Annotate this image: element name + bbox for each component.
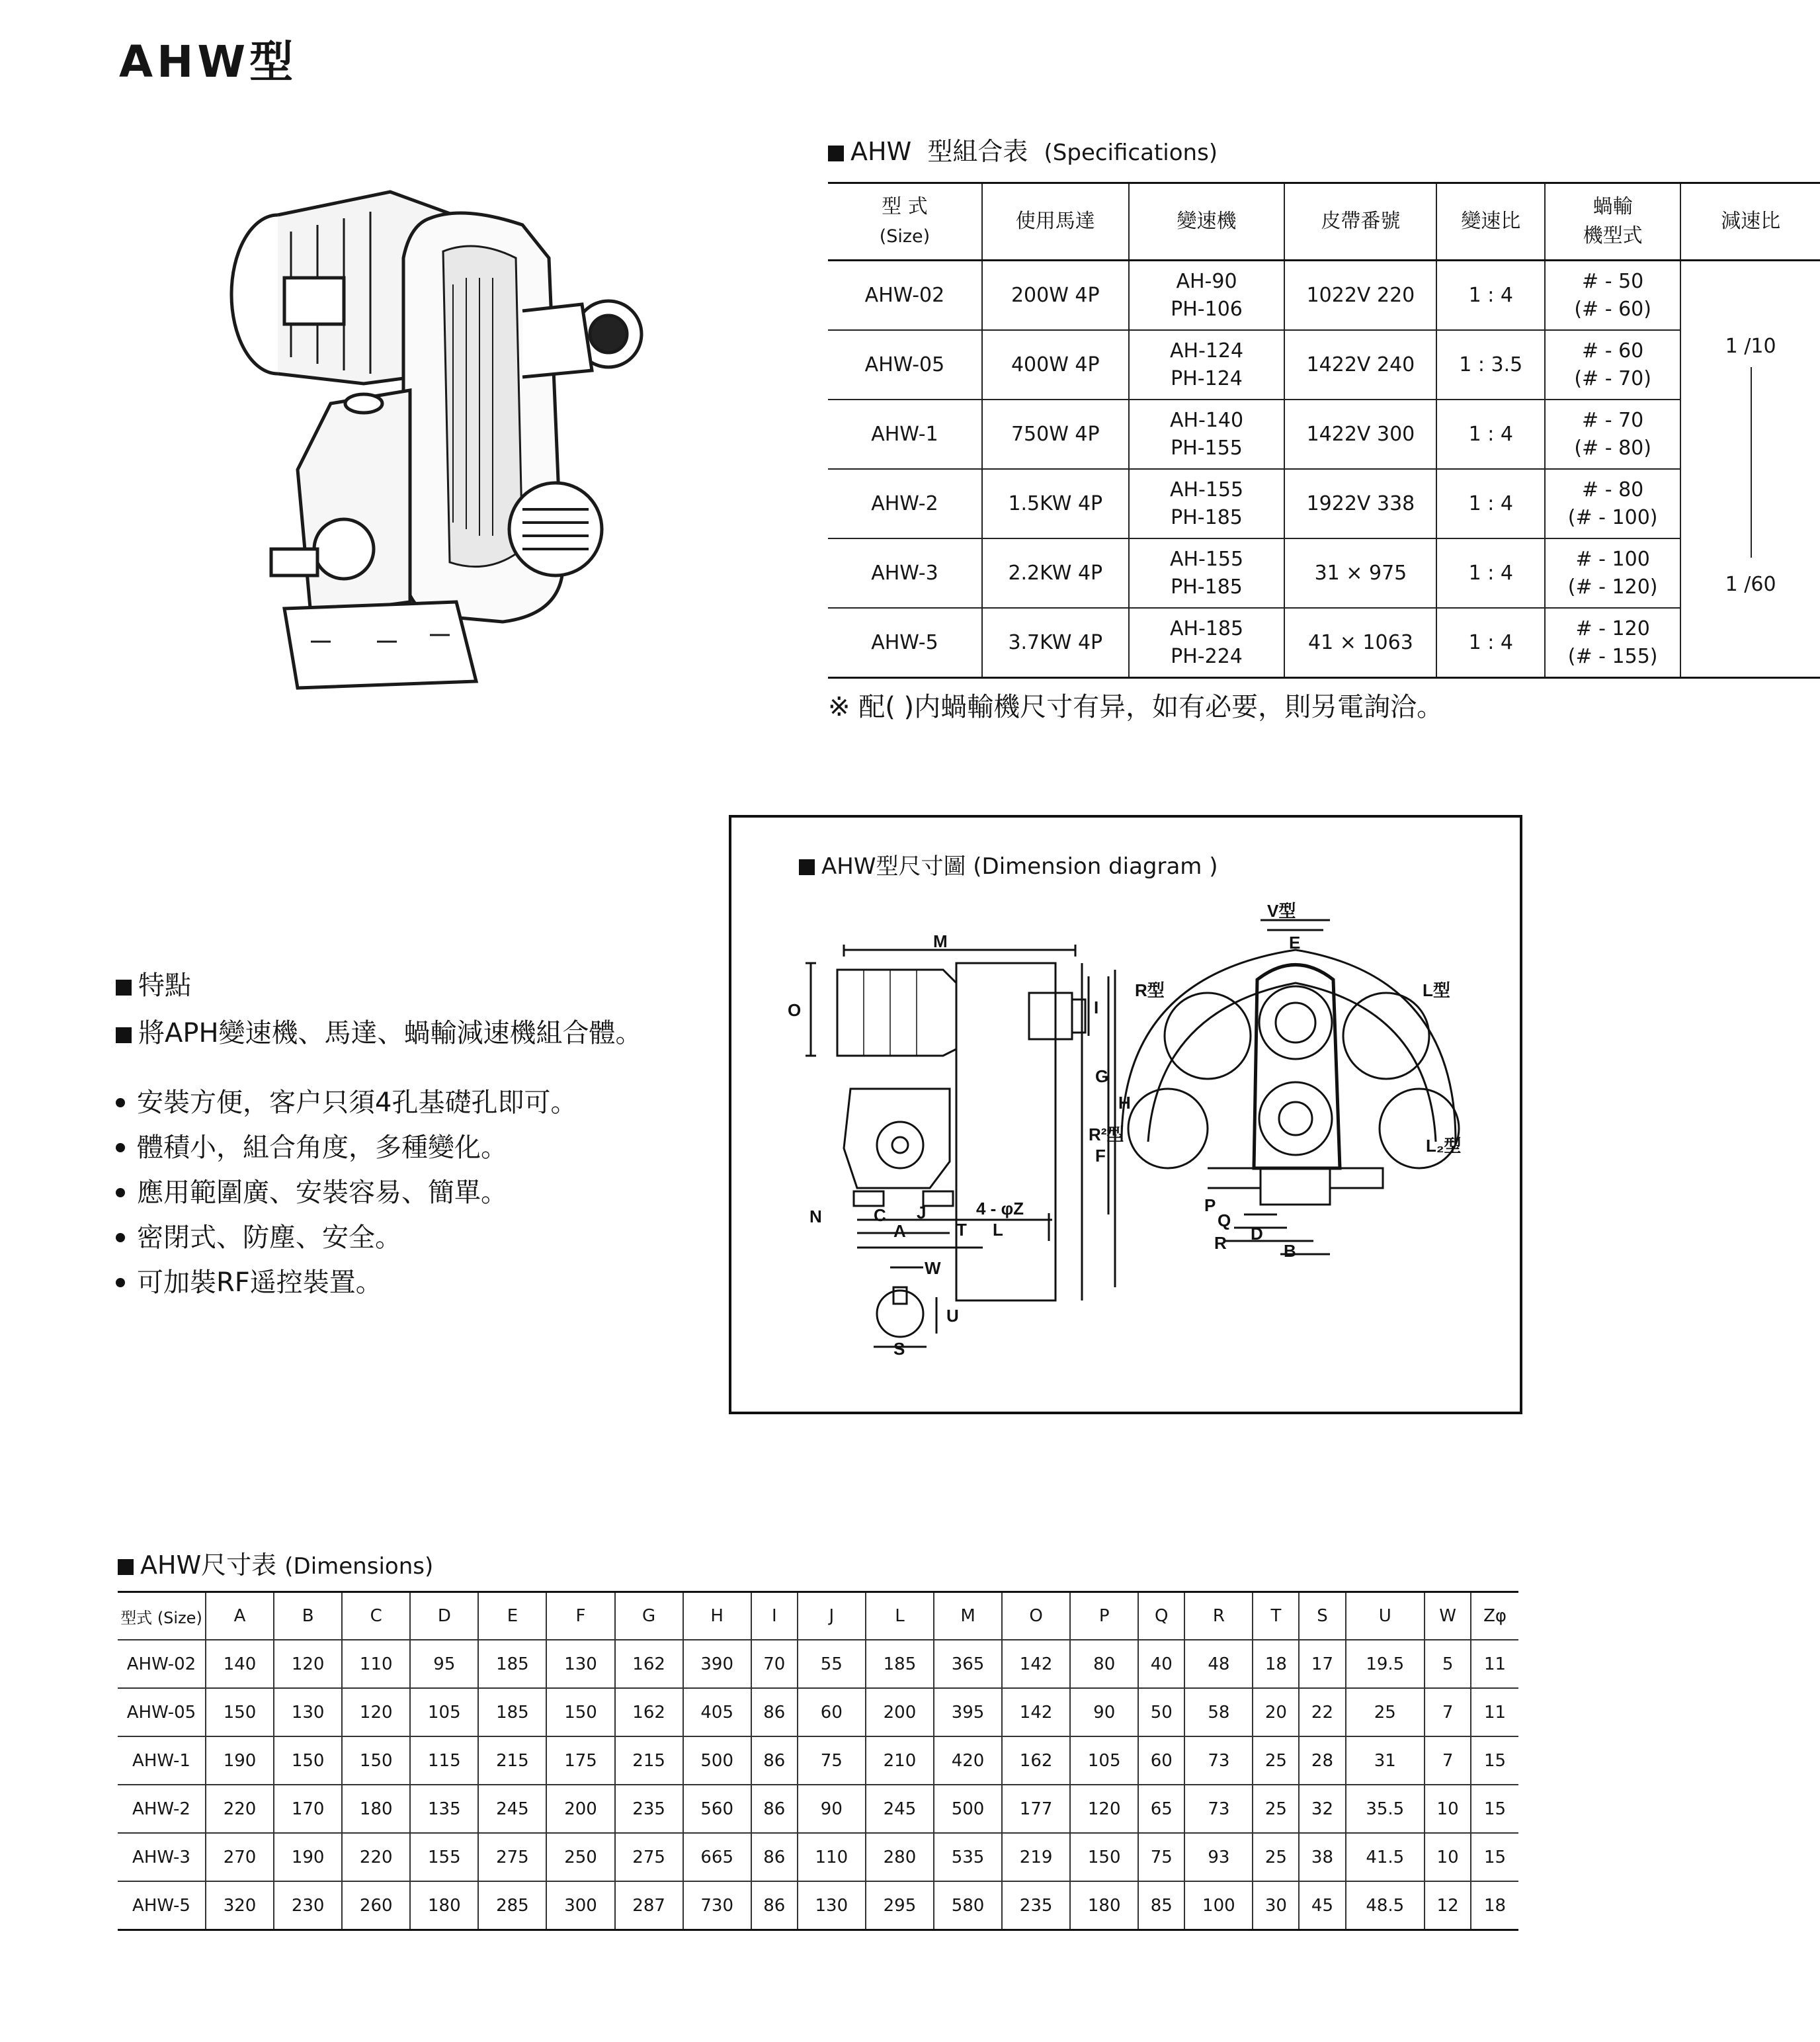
- table-cell: 730: [683, 1881, 751, 1930]
- square-bullet-icon: [118, 1559, 134, 1575]
- table-cell: 280: [866, 1833, 934, 1881]
- table-cell: 560: [683, 1785, 751, 1833]
- table-cell: 20: [1253, 1688, 1299, 1736]
- row-size-cell: AHW-5: [118, 1881, 206, 1930]
- table-cell: 320: [206, 1881, 274, 1930]
- table-cell: 220: [342, 1833, 410, 1881]
- label-L-type: L型: [1423, 980, 1450, 1000]
- table-row: [118, 1785, 1518, 1833]
- size-header: 型式 (Size): [118, 1592, 206, 1640]
- table-cell: 48.5: [1346, 1881, 1425, 1930]
- label-Q: Q: [1218, 1211, 1231, 1230]
- dimension-diagram-box: [729, 815, 1522, 1414]
- table-cell: 105: [1070, 1736, 1138, 1785]
- product-illustration: [212, 179, 648, 695]
- table-cell: 210: [866, 1736, 934, 1785]
- label-A: A: [893, 1221, 906, 1241]
- table-row: AHW-1 750W 4P AH-140 PH-155 1422V 300 1 : 4 # - 70 (# - 80): [828, 400, 1820, 469]
- specs-note: ※ 配( )内蝸輸機尺寸有异，如有必要，則另電詢洽。: [828, 692, 1444, 722]
- dimensions-title: AHW尺寸表 (Dimensions): [118, 1545, 433, 1581]
- square-bullet-icon: [116, 1027, 132, 1043]
- table-cell: 220: [206, 1785, 274, 1833]
- column-header: P: [1070, 1592, 1138, 1640]
- row-size-cell: AHW-3: [118, 1833, 206, 1881]
- table-cell: 15: [1471, 1736, 1518, 1785]
- table-cell: 500: [934, 1785, 1002, 1833]
- table-row: [118, 1833, 1518, 1881]
- table-cell: 130: [546, 1640, 614, 1688]
- row-size-cell: AHW-1: [118, 1736, 206, 1785]
- label-E: E: [1289, 933, 1301, 953]
- column-header: Zφ: [1471, 1592, 1518, 1640]
- table-cell: 12: [1425, 1881, 1471, 1930]
- label-C: C: [874, 1205, 886, 1225]
- feature-item: 應用範圍廣、安裝容易、簡單。: [116, 1171, 507, 1209]
- table-cell: 40: [1138, 1640, 1184, 1688]
- column-header: O: [1002, 1592, 1070, 1640]
- table-cell: 115: [410, 1736, 478, 1785]
- column-header: T: [1253, 1592, 1299, 1640]
- table-row: AHW-02 200W 4P AH-90 PH-106 1022V 220 1 : 4 # - 50 (# - 60) 1 /10 1 /60: [828, 261, 1820, 331]
- table-cell: 25: [1253, 1785, 1299, 1833]
- column-header: D: [410, 1592, 478, 1640]
- table-cell: 120: [342, 1688, 410, 1736]
- table-cell: 90: [1070, 1688, 1138, 1736]
- table-cell: 80: [1070, 1640, 1138, 1688]
- label-S: S: [893, 1339, 905, 1359]
- label-U: U: [946, 1306, 959, 1326]
- label-D: D: [1251, 1224, 1263, 1244]
- reduction-top: 1 /10: [1725, 335, 1776, 358]
- dimension-diagram-title: AHW型尺寸圖 (Dimension diagram ): [799, 848, 1218, 880]
- table-cell: 10: [1425, 1785, 1471, 1833]
- table-cell: 200: [546, 1785, 614, 1833]
- table-row: AHW-05 400W 4P AH-124 PH-124 1422V 240 1 : 3.5 # - 60 (# - 70): [828, 330, 1820, 400]
- table-cell: 150: [1070, 1833, 1138, 1881]
- label-M: M: [933, 931, 948, 951]
- label-J: J: [917, 1203, 927, 1222]
- table-cell: 30: [1253, 1881, 1299, 1930]
- table-cell: 162: [615, 1640, 683, 1688]
- features-headline: 將APH變速機、馬達、蝸輸減速機組合體。: [116, 1012, 642, 1050]
- table-cell: 185: [478, 1688, 546, 1736]
- table-cell: 70: [751, 1640, 798, 1688]
- label-Z: 4 - φZ: [976, 1199, 1024, 1218]
- table-cell: 18: [1471, 1881, 1518, 1930]
- table-cell: 190: [206, 1736, 274, 1785]
- ratio-header: 變速比: [1436, 183, 1545, 261]
- table-cell: 38: [1299, 1833, 1345, 1881]
- table-cell: 180: [410, 1881, 478, 1930]
- table-cell: 19.5: [1346, 1640, 1425, 1688]
- table-cell: 155: [410, 1833, 478, 1881]
- column-header: I: [751, 1592, 798, 1640]
- square-bullet-icon: [116, 980, 132, 996]
- table-cell: 7: [1425, 1736, 1471, 1785]
- table-cell: 190: [274, 1833, 342, 1881]
- table-cell: 7: [1425, 1688, 1471, 1736]
- table-cell: 75: [798, 1736, 866, 1785]
- table-cell: 110: [342, 1640, 410, 1688]
- column-header: B: [274, 1592, 342, 1640]
- column-header: R: [1184, 1592, 1253, 1640]
- table-cell: 25: [1253, 1736, 1299, 1785]
- table-cell: 18: [1253, 1640, 1299, 1688]
- table-cell: 245: [866, 1785, 934, 1833]
- belt-header: 皮帶番號: [1284, 183, 1436, 261]
- dot-bullet-icon: [116, 1143, 125, 1152]
- label-P: P: [1204, 1195, 1216, 1215]
- dimensions-header-row: [118, 1592, 1518, 1640]
- table-row: [118, 1736, 1518, 1785]
- table-cell: 420: [934, 1736, 1002, 1785]
- table-cell: 86: [751, 1736, 798, 1785]
- column-header: S: [1299, 1592, 1345, 1640]
- table-cell: 275: [478, 1833, 546, 1881]
- table-cell: 162: [1002, 1736, 1070, 1785]
- table-cell: 25: [1346, 1688, 1425, 1736]
- table-cell: 17: [1299, 1640, 1345, 1688]
- reduction-range-line: [1751, 367, 1752, 558]
- table-cell: 11: [1471, 1688, 1518, 1736]
- table-cell: 405: [683, 1688, 751, 1736]
- table-cell: 60: [1138, 1736, 1184, 1785]
- label-W: W: [925, 1258, 941, 1278]
- worm-header: 蝸輸 機型式: [1545, 183, 1680, 261]
- label-R2-type: R²型: [1089, 1125, 1124, 1144]
- table-cell: 5: [1425, 1640, 1471, 1688]
- label-L2-type: L₂型: [1426, 1136, 1462, 1156]
- table-cell: 215: [615, 1736, 683, 1785]
- table-cell: 270: [206, 1833, 274, 1881]
- table-cell: 73: [1184, 1785, 1253, 1833]
- label-N: N: [809, 1207, 822, 1226]
- table-cell: 150: [546, 1688, 614, 1736]
- dot-bullet-icon: [116, 1098, 125, 1107]
- feature-item: 安裝方便，客户只須4孔基礎孔即可。: [116, 1082, 577, 1119]
- feature-item: 體積小，組合角度，多種變化。: [116, 1127, 507, 1164]
- table-cell: 50: [1138, 1688, 1184, 1736]
- size-header: 型 式 (Size): [828, 183, 982, 261]
- reduction-header: 減速比: [1680, 183, 1820, 261]
- table-cell: 65: [1138, 1785, 1184, 1833]
- table-cell: 15: [1471, 1785, 1518, 1833]
- table-cell: 31: [1346, 1736, 1425, 1785]
- column-header: M: [934, 1592, 1002, 1640]
- table-cell: 180: [1070, 1881, 1138, 1930]
- table-cell: 22: [1299, 1688, 1345, 1736]
- table-cell: 93: [1184, 1833, 1253, 1881]
- column-header: U: [1346, 1592, 1425, 1640]
- table-row: [118, 1640, 1518, 1688]
- table-cell: 150: [206, 1688, 274, 1736]
- table-cell: 150: [274, 1736, 342, 1785]
- table-cell: 180: [342, 1785, 410, 1833]
- table-cell: 300: [546, 1881, 614, 1930]
- label-T: T: [956, 1220, 967, 1240]
- table-cell: 120: [274, 1640, 342, 1688]
- column-header: E: [478, 1592, 546, 1640]
- dot-bullet-icon: [116, 1233, 125, 1242]
- table-cell: 130: [274, 1688, 342, 1736]
- table-cell: 15: [1471, 1833, 1518, 1881]
- table-cell: 260: [342, 1881, 410, 1930]
- column-header: G: [615, 1592, 683, 1640]
- table-cell: 58: [1184, 1688, 1253, 1736]
- table-row: AHW-3 2.2KW 4P AH-155 PH-185 31 × 975 1 : 4 # - 100 (# - 120): [828, 538, 1820, 608]
- table-cell: 45: [1299, 1881, 1345, 1930]
- table-cell: 73: [1184, 1736, 1253, 1785]
- feature-item: 可加裝RF遥控裝置。: [116, 1261, 382, 1299]
- table-cell: 365: [934, 1640, 1002, 1688]
- dimension-drawing: [731, 818, 1520, 1412]
- table-cell: 390: [683, 1640, 751, 1688]
- column-header: C: [342, 1592, 410, 1640]
- column-header: W: [1425, 1592, 1471, 1640]
- table-cell: 287: [615, 1881, 683, 1930]
- row-size-cell: AHW-05: [118, 1688, 206, 1736]
- page-title: AHW型: [119, 36, 298, 87]
- feature-item: 密閉式、防塵、安全。: [116, 1216, 401, 1254]
- label-V: V型: [1267, 901, 1296, 921]
- table-cell: 275: [615, 1833, 683, 1881]
- table-cell: 219: [1002, 1833, 1070, 1881]
- square-bullet-icon: [828, 146, 844, 161]
- table-cell: 120: [1070, 1785, 1138, 1833]
- table-cell: 285: [478, 1881, 546, 1930]
- table-cell: 175: [546, 1736, 614, 1785]
- table-cell: 110: [798, 1833, 866, 1881]
- label-O: O: [788, 1000, 802, 1020]
- table-cell: 665: [683, 1833, 751, 1881]
- column-header: A: [206, 1592, 274, 1640]
- table-cell: 230: [274, 1881, 342, 1930]
- table-cell: 86: [751, 1833, 798, 1881]
- table-cell: 162: [615, 1688, 683, 1736]
- table-cell: 295: [866, 1881, 934, 1930]
- column-header: L: [866, 1592, 934, 1640]
- specs-table: [828, 182, 1820, 679]
- label-F: F: [1095, 1146, 1106, 1166]
- row-size-cell: AHW-02: [118, 1640, 206, 1688]
- table-cell: 395: [934, 1688, 1002, 1736]
- table-cell: 75: [1138, 1833, 1184, 1881]
- table-cell: 25: [1253, 1833, 1299, 1881]
- reduction-range: [1680, 261, 1820, 678]
- table-cell: 85: [1138, 1881, 1184, 1930]
- table-cell: 135: [410, 1785, 478, 1833]
- table-cell: 100: [1184, 1881, 1253, 1930]
- label-R-dim: R: [1214, 1233, 1227, 1253]
- table-cell: 235: [615, 1785, 683, 1833]
- reduction-bottom: 1 /60: [1725, 573, 1776, 596]
- label-L: L: [993, 1220, 1003, 1240]
- table-cell: 200: [866, 1688, 934, 1736]
- label-R-type: R型: [1135, 980, 1165, 1000]
- specs-title: AHW 型組合表 (Specifications): [828, 131, 1218, 167]
- dot-bullet-icon: [116, 1278, 125, 1287]
- table-cell: 235: [1002, 1881, 1070, 1930]
- table-cell: 142: [1002, 1688, 1070, 1736]
- table-cell: 150: [342, 1736, 410, 1785]
- label-B: B: [1284, 1241, 1296, 1261]
- features-title: 特點: [116, 964, 191, 1002]
- column-header: J: [798, 1592, 866, 1640]
- label-G: G: [1095, 1066, 1109, 1086]
- label-I: I: [1094, 998, 1099, 1017]
- table-cell: 105: [410, 1688, 478, 1736]
- table-cell: 250: [546, 1833, 614, 1881]
- table-cell: 28: [1299, 1736, 1345, 1785]
- motor-header: 使用馬達: [982, 183, 1129, 261]
- table-cell: 32: [1299, 1785, 1345, 1833]
- table-row: AHW-5 3.7KW 4P AH-185 PH-224 41 × 1063 1 : 4 # - 120 (# - 155): [828, 608, 1820, 678]
- specs-header-row: [828, 183, 1820, 261]
- table-cell: 95: [410, 1640, 478, 1688]
- table-row: [118, 1688, 1518, 1736]
- table-cell: 90: [798, 1785, 866, 1833]
- table-cell: 86: [751, 1785, 798, 1833]
- column-header: F: [546, 1592, 614, 1640]
- table-cell: 86: [751, 1688, 798, 1736]
- table-cell: 10: [1425, 1833, 1471, 1881]
- table-cell: 170: [274, 1785, 342, 1833]
- table-cell: 11: [1471, 1640, 1518, 1688]
- table-cell: 48: [1184, 1640, 1253, 1688]
- dot-bullet-icon: [116, 1188, 125, 1197]
- table-cell: 580: [934, 1881, 1002, 1930]
- label-H: H: [1118, 1093, 1131, 1113]
- table-cell: 140: [206, 1640, 274, 1688]
- table-cell: 142: [1002, 1640, 1070, 1688]
- table-cell: 41.5: [1346, 1833, 1425, 1881]
- table-cell: 55: [798, 1640, 866, 1688]
- table-cell: 177: [1002, 1785, 1070, 1833]
- table-cell: 185: [866, 1640, 934, 1688]
- row-size-cell: AHW-2: [118, 1785, 206, 1833]
- table-cell: 185: [478, 1640, 546, 1688]
- dimensions-table: [118, 1591, 1518, 1931]
- table-cell: 86: [751, 1881, 798, 1930]
- column-header: Q: [1138, 1592, 1184, 1640]
- table-cell: 215: [478, 1736, 546, 1785]
- table-cell: 245: [478, 1785, 546, 1833]
- table-cell: 535: [934, 1833, 1002, 1881]
- variator-header: 變速機: [1129, 183, 1285, 261]
- table-cell: 130: [798, 1881, 866, 1930]
- column-header: H: [683, 1592, 751, 1640]
- table-row: [118, 1881, 1518, 1930]
- table-cell: 60: [798, 1688, 866, 1736]
- table-row: AHW-2 1.5KW 4P AH-155 PH-185 1922V 338 1 : 4 # - 80 (# - 100): [828, 469, 1820, 538]
- table-cell: 35.5: [1346, 1785, 1425, 1833]
- table-cell: 500: [683, 1736, 751, 1785]
